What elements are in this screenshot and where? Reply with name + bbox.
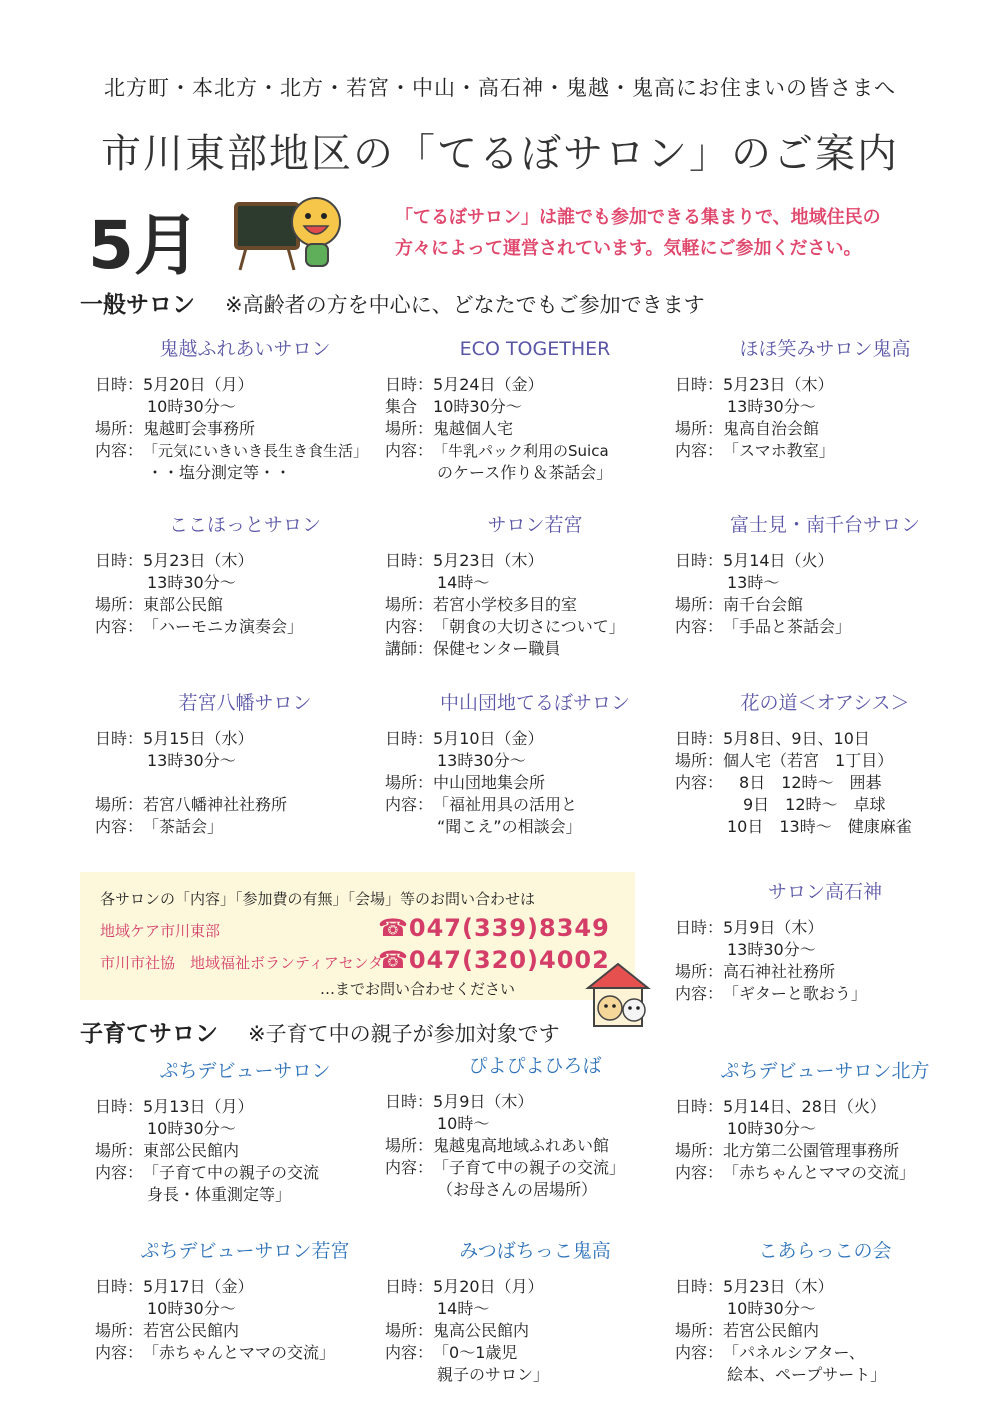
- salon-detail-row: [675, 616, 975, 638]
- salon-detail-label: 日時：: [675, 918, 724, 937]
- salon-detail-row: [385, 750, 685, 772]
- salon-detail-label: 場所：: [95, 595, 144, 614]
- salon-detail-value: 鬼高自治会館: [723, 419, 820, 438]
- salon-detail-value: 5月23日（木）: [723, 375, 834, 394]
- salon-detail-value: 「パネルシアター、: [723, 1343, 865, 1362]
- salon-detail-value: 鬼越町会事務所: [143, 419, 256, 438]
- salon-detail-row: [675, 1276, 975, 1298]
- general-salon-card: [95, 692, 395, 838]
- salon-detail-row: [385, 1157, 685, 1179]
- salon-detail-row: [675, 772, 975, 794]
- general-salon-title: 一般サロン: [80, 292, 195, 318]
- salon-detail-row: [385, 1091, 685, 1113]
- salon-detail-row: [385, 550, 685, 572]
- salon-detail-value: 「ハーモニカ演奏会」: [143, 617, 304, 636]
- salon-detail-label: 内容：: [385, 795, 434, 814]
- salon-detail-row: [675, 440, 975, 462]
- salon-detail-row: [385, 594, 685, 616]
- salon-detail-row: [95, 374, 395, 396]
- salon-detail-label: 日時：: [95, 551, 144, 570]
- salon-detail-label: 日時：: [385, 729, 434, 748]
- salon-detail-label: 日時：: [385, 1277, 434, 1296]
- salon-detail-value: 5月9日（木）: [433, 1092, 534, 1111]
- salon-detail-label: 内容：: [95, 441, 144, 460]
- salon-detail-row: [385, 1298, 685, 1320]
- salon-detail-row: [385, 1342, 685, 1364]
- salon-detail-row: [95, 1276, 395, 1298]
- salon-detail-row: [95, 462, 395, 484]
- salon-name: ほほ笑みサロン鬼高: [739, 338, 911, 360]
- salon-detail-label: 場所：: [675, 595, 724, 614]
- salon-name: サロン若宮: [487, 514, 583, 536]
- salon-detail-label: 場所：: [385, 773, 434, 792]
- salon-detail-label: 内容：: [95, 1343, 144, 1362]
- salon-detail-label: 内容：: [95, 817, 144, 836]
- salon-detail-value: 東部公民館内: [143, 1141, 240, 1160]
- salon-detail-row: [385, 772, 685, 794]
- salon-detail-label: 内容：: [675, 984, 724, 1003]
- salon-detail-value: 5月8日、9日、10日: [723, 729, 870, 748]
- salon-detail-value: のケース作り＆茶話会」: [437, 463, 613, 482]
- salon-detail-row: [95, 1342, 395, 1364]
- kids-salon-card: [385, 1240, 685, 1386]
- salon-detail-label: 日時：: [95, 1097, 144, 1116]
- salon-detail-value: 若宮公民館内: [723, 1321, 820, 1340]
- salon-detail-value: 「子育て中の親子の交流: [143, 1163, 320, 1182]
- salon-detail-label: 場所：: [95, 1321, 144, 1340]
- salon-detail-row: [385, 638, 685, 660]
- general-salon-card: [675, 692, 975, 838]
- salon-detail-value: 13時30分～: [147, 751, 236, 770]
- salon-detail-row: [95, 750, 395, 772]
- salon-detail-value: 13時～: [727, 573, 780, 592]
- salon-detail-value: 10時30分～: [147, 1119, 236, 1138]
- salon-detail-row: [675, 1140, 975, 1162]
- salon-detail-row: [95, 816, 395, 838]
- salon-detail-value: 絵本、ペープサート」: [727, 1365, 887, 1384]
- salon-detail-row: [675, 594, 975, 616]
- salon-name: みつばちっこ鬼高: [459, 1240, 611, 1262]
- salon-detail-label: 日時：: [675, 1097, 724, 1116]
- salon-detail-value: 「赤ちゃんとママの交流」: [143, 1343, 336, 1362]
- salon-detail-label: 日時：: [95, 375, 144, 394]
- salon-detail-value: 「牛乳パック利用のSuica: [433, 442, 609, 460]
- salon-detail-row: [385, 728, 685, 750]
- salon-detail-value: 身長・体重測定等」: [147, 1185, 292, 1204]
- mascot-blackboard-icon: [232, 192, 352, 272]
- salon-detail-row: [385, 1320, 685, 1342]
- salon-detail-value: 鬼高公民館内: [433, 1321, 530, 1340]
- greeting: 北方町・本北方・北方・若宮・中山・高石神・鬼越・鬼高にお住まいの皆さまへ: [104, 76, 896, 100]
- salon-name: ぷちデビューサロン北方: [720, 1060, 930, 1082]
- salon-detail-row: [675, 794, 975, 816]
- salon-detail-label: 日時：: [675, 729, 724, 748]
- salon-detail-value: 10時30分～: [147, 397, 236, 416]
- salon-detail-row: [95, 1118, 395, 1140]
- salon-detail-row: [95, 728, 395, 750]
- salon-detail-value: 「スマホ教室」: [723, 441, 835, 460]
- general-salon-card: [95, 514, 395, 638]
- salon-detail-label: 内容：: [385, 441, 434, 460]
- salon-detail-label: 場所：: [385, 419, 434, 438]
- salon-detail-value: 10時～: [437, 1114, 490, 1133]
- salon-detail-label: 場所：: [385, 595, 434, 614]
- salon-detail-value: 14時～: [437, 573, 490, 592]
- salon-name: 中山団地てるぼサロン: [439, 692, 630, 714]
- salon-detail-row: [675, 939, 975, 961]
- salon-detail-value: 保健センター職員: [433, 639, 561, 658]
- salon-detail-row: [95, 1320, 395, 1342]
- salon-detail-value: 5月23日（木）: [433, 551, 544, 570]
- salon-detail-row: [675, 917, 975, 939]
- salon-detail-row: [385, 374, 685, 396]
- general-salon-heading: [80, 286, 705, 319]
- contact-box: [80, 872, 635, 1000]
- salon-detail-value: 10時30分～: [727, 1299, 816, 1318]
- salon-name: 若宮八幡サロン: [178, 692, 312, 714]
- salon-name: ここほっとサロン: [168, 514, 321, 536]
- salon-detail-row: [675, 572, 975, 594]
- salon-detail-row: [385, 396, 685, 418]
- salon-detail-label: 内容：: [385, 1158, 434, 1177]
- salon-detail-value: ・・塩分測定等・・: [147, 463, 292, 482]
- salon-name: ぴよぴよひろば: [468, 1055, 602, 1077]
- salon-detail-value: 中山団地集会所: [433, 773, 546, 792]
- salon-name: ぷちデビューサロン若宮: [140, 1240, 350, 1262]
- salon-name: 花の道＜オアシス＞: [740, 692, 910, 714]
- salon-detail-row: [95, 418, 395, 440]
- salon-detail-value: 5月10日（金）: [433, 729, 544, 748]
- salon-detail-value: 5月24日（金）: [433, 375, 544, 394]
- salon-detail-label: 場所：: [675, 1321, 724, 1340]
- salon-detail-row: [675, 550, 975, 572]
- salon-detail-row: [675, 961, 975, 983]
- salon-detail-value: 5月14日、28日（火）: [723, 1097, 886, 1116]
- salon-detail-value: 「子育て中の親子の交流」: [433, 1158, 626, 1177]
- salon-detail-row: [95, 1096, 395, 1118]
- general-salon-card: [385, 338, 685, 484]
- salon-detail-label: 内容：: [675, 1163, 724, 1182]
- salon-detail-label: 日時：: [95, 729, 144, 748]
- general-salon-card: [675, 881, 975, 1005]
- salon-detail-row: [385, 1179, 685, 1201]
- salon-detail-label: 場所：: [385, 1321, 434, 1340]
- salon-name: 富士見・南千台サロン: [729, 514, 920, 536]
- kids-salon-title: 子育てサロン: [80, 1021, 218, 1047]
- salon-detail-row: [385, 1135, 685, 1157]
- salon-detail-value: 5月23日（木）: [723, 1277, 834, 1296]
- salon-detail-value: 「元気にいきいき長生き食生活」: [143, 442, 369, 460]
- kids-salon-card: [675, 1060, 975, 1184]
- salon-detail-value: 「赤ちゃんとママの交流」: [723, 1163, 916, 1182]
- salon-detail-label: 日時：: [385, 551, 434, 570]
- mascot-house-icon: [568, 958, 668, 1030]
- salon-detail-value: 14時～: [437, 1299, 490, 1318]
- salon-detail-row: [95, 396, 395, 418]
- salon-detail-value: 5月20日（月）: [433, 1277, 544, 1296]
- salon-detail-value: 「朝食の大切さについて」: [433, 617, 625, 636]
- salon-detail-value: 南千台会館: [723, 595, 804, 614]
- salon-detail-value: 8日 12時～ 囲碁: [723, 773, 882, 792]
- salon-detail-value: 個人宅（若宮 1丁目）: [723, 751, 894, 770]
- salon-detail-value: 「ギターと歌おう」: [723, 984, 867, 1003]
- salon-detail-value: “聞こえ”の相談会」: [437, 817, 582, 836]
- salon-detail-row: [385, 1113, 685, 1135]
- salon-detail-value: 高石神社社務所: [723, 962, 836, 981]
- salon-detail-label: 場所：: [675, 1141, 724, 1160]
- salon-detail-row: [385, 816, 685, 838]
- salon-detail-row: [675, 374, 975, 396]
- salon-detail-value: 13時30分～: [727, 940, 816, 959]
- salon-detail-label: 集合: [385, 397, 434, 416]
- salon-detail-label: 日時：: [385, 375, 434, 394]
- salon-detail-row: [385, 1276, 685, 1298]
- salon-detail-value: 13時30分～: [727, 397, 816, 416]
- general-salon-card: [385, 514, 685, 660]
- salon-detail-row: [675, 1118, 975, 1140]
- salon-detail-label: 日時：: [675, 551, 724, 570]
- general-salon-card: [385, 692, 685, 838]
- salon-detail-value: 5月15日（水）: [143, 729, 254, 748]
- salon-name: ぷちデビューサロン: [159, 1060, 331, 1082]
- contact-org-1: 地域ケア市川東部: [100, 922, 221, 940]
- salon-name: こあらっこの会: [758, 1240, 892, 1262]
- salon-name: サロン高石神: [767, 881, 882, 903]
- month-label: 5月: [88, 207, 200, 284]
- general-salon-card: [675, 338, 975, 462]
- salon-detail-value: 5月14日（火）: [723, 551, 834, 570]
- salon-detail-value: 「茶話会」: [143, 817, 224, 836]
- salon-detail-value: 13時30分～: [147, 573, 236, 592]
- contact-intro: 各サロンの「内容」「参加費の有無」「会場」等のお問い合わせは: [100, 890, 536, 908]
- salon-detail-label: 場所：: [95, 1141, 144, 1160]
- salon-detail-row: [385, 794, 685, 816]
- salon-detail-row: [675, 1342, 975, 1364]
- salon-detail-row: [385, 418, 685, 440]
- kids-salon-card: [385, 1055, 685, 1201]
- salon-detail-row: [675, 418, 975, 440]
- salon-detail-row: [95, 1162, 395, 1184]
- salon-detail-value: 鬼越個人宅: [433, 419, 514, 438]
- salon-detail-row: [385, 462, 685, 484]
- salon-detail-value: 9日 12時～ 卓球: [727, 795, 886, 814]
- kids-salon-card: [95, 1240, 395, 1364]
- salon-detail-row: [675, 1162, 975, 1184]
- salon-detail-label: 内容：: [675, 617, 724, 636]
- salon-detail-label: 場所：: [95, 419, 144, 438]
- salon-detail-value: 「0～1歳児: [433, 1343, 518, 1362]
- salon-detail-value: 10時30分～: [433, 397, 522, 416]
- salon-detail-label: 内容：: [675, 441, 724, 460]
- salon-detail-value: [95, 772, 395, 794]
- contact-tel-1: ☎047(339)8349: [378, 914, 610, 942]
- kids-salon-note: ※子育て中の親子が参加対象です: [248, 1022, 560, 1046]
- salon-detail-row: [675, 983, 975, 1005]
- salon-detail-value: 5月20日（月）: [143, 375, 254, 394]
- salon-detail-value: 親子のサロン」: [437, 1365, 550, 1384]
- salon-detail-value: 13時30分～: [437, 751, 526, 770]
- contact-org-2: 市川市社協 地域福祉ボランティアセンター: [100, 954, 399, 972]
- salon-detail-row: [95, 1184, 395, 1206]
- salon-detail-value: （お母さんの居場所）: [437, 1180, 598, 1199]
- salon-detail-value: 北方第二公園管理事務所: [723, 1141, 900, 1160]
- salon-detail-value: 東部公民館: [143, 595, 224, 614]
- salon-detail-row: [675, 750, 975, 772]
- contact-tel-2: ☎047(320)4002: [378, 946, 610, 974]
- salon-detail-row: [95, 550, 395, 572]
- salon-detail-value: 5月13日（月）: [143, 1097, 254, 1116]
- salon-detail-value: 10日 13時～ 健康麻雀: [727, 817, 912, 836]
- salon-detail-row: [675, 1096, 975, 1118]
- general-salon-card: [675, 514, 975, 638]
- salon-detail-value: 若宮小学校多目的室: [433, 595, 578, 614]
- salon-detail-label: 日時：: [95, 1277, 144, 1296]
- salon-detail-label: 内容：: [385, 1343, 434, 1362]
- contact-note: …までお問い合わせください: [320, 980, 516, 998]
- salon-detail-label: 場所：: [95, 795, 144, 814]
- salon-detail-row: [675, 1364, 975, 1386]
- salon-detail-row: [95, 594, 395, 616]
- salon-detail-row: [675, 728, 975, 750]
- salon-detail-label: 日時：: [675, 1277, 724, 1296]
- kids-salon-card: [95, 1060, 395, 1206]
- salon-detail-label: 内容：: [95, 617, 144, 636]
- salon-detail-row: [675, 1320, 975, 1342]
- salon-detail-row: [95, 772, 395, 794]
- salon-detail-value: 5月23日（木）: [143, 551, 254, 570]
- salon-detail-value: 鬼越鬼高地域ふれあい館: [433, 1136, 610, 1155]
- intro-text: 「てるぼサロン」は誰でも参加できる集まりで、地域住民の 方々によって運営されています。気軽にご参加ください。: [395, 207, 881, 259]
- salon-detail-value: 5月17日（金）: [143, 1277, 254, 1296]
- salon-detail-row: [385, 616, 685, 638]
- salon-detail-label: 内容：: [385, 617, 434, 636]
- salon-detail-row: [95, 794, 395, 816]
- salon-detail-row: [95, 440, 395, 462]
- salon-detail-row: [675, 816, 975, 838]
- salon-detail-value: 10時30分～: [147, 1299, 236, 1318]
- salon-detail-label: 内容：: [675, 1343, 724, 1362]
- salon-detail-row: [385, 440, 685, 462]
- salon-detail-label: 場所：: [675, 751, 724, 770]
- salon-detail-label: 講師：: [385, 639, 434, 658]
- salon-detail-label: 日時：: [675, 375, 724, 394]
- salon-name: 鬼越ふれあいサロン: [159, 338, 331, 360]
- salon-detail-row: [385, 1364, 685, 1386]
- salon-detail-value: 「福祉用具の活用と: [433, 795, 578, 814]
- salon-detail-label: 場所：: [385, 1136, 434, 1155]
- kids-salon-card: [675, 1240, 975, 1386]
- salon-detail-row: [95, 1298, 395, 1320]
- salon-detail-label: 場所：: [675, 962, 724, 981]
- salon-detail-row: [95, 572, 395, 594]
- salon-detail-value: 「手品と茶話会」: [723, 617, 852, 636]
- salon-detail-value: 5月9日（木）: [723, 918, 824, 937]
- salon-detail-value: 若宮八幡神社社務所: [143, 795, 288, 814]
- salon-detail-label: 内容：: [675, 773, 724, 792]
- salon-detail-value: 若宮公民館内: [143, 1321, 240, 1340]
- salon-detail-label: 日時：: [385, 1092, 434, 1111]
- general-salon-card: [95, 338, 395, 484]
- salon-detail-label: 内容：: [95, 1163, 144, 1182]
- salon-detail-row: [95, 616, 395, 638]
- salon-detail-row: [95, 1140, 395, 1162]
- kids-salon-heading: [80, 1015, 560, 1048]
- general-salon-note: ※高齢者の方を中心に、どなたでもご参加できます: [225, 293, 705, 317]
- salon-detail-row: [675, 1298, 975, 1320]
- salon-detail-label: 場所：: [675, 419, 724, 438]
- salon-detail-value: 10時30分～: [727, 1119, 816, 1138]
- salon-name: ECO TOGETHER: [459, 338, 611, 360]
- salon-detail-row: [385, 572, 685, 594]
- salon-detail-row: [675, 396, 975, 418]
- page-title: 市川東部地区の「てるぼサロン」のご案内: [101, 131, 899, 177]
